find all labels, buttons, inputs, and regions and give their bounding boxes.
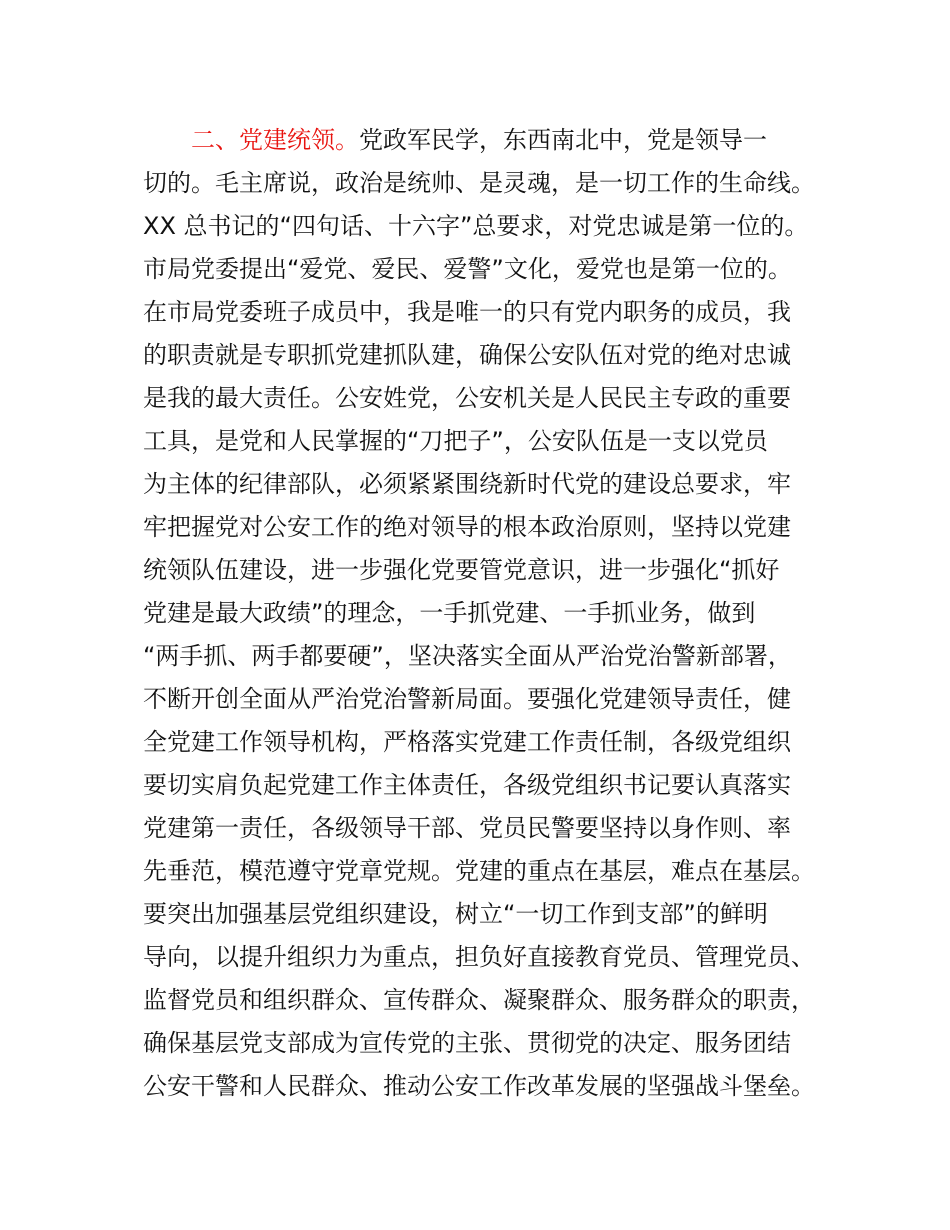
text-line: 是我的最大责任。公安姓党，公安机关是人民民主专政的重要: [143, 384, 791, 412]
text-line: 党政军民学，东西南北中，党是领导一: [359, 126, 767, 154]
text-line: 监督党员和组织群众、宣传群众、凝聚群众、服务群众的职责，: [143, 986, 815, 1014]
text-line: “两手抓、两手都要硬”，坚决落实全面从严治党治警新部署，: [143, 642, 792, 670]
text-line: 为主体的纪律部队，必须紧紧围绕新时代党的建设总要求，牢: [143, 470, 791, 498]
text-line: 统领队伍建设，进一步强化党要管党意识，进一步强化“抓好: [143, 556, 780, 584]
text-line: 市局党委提出“爱党、爱民、爱警”文化，爱党也是第一位的。: [143, 255, 792, 283]
paragraph-first-line: [191, 120, 767, 160]
text-line: 党建是最大政绩”的理念，一手抓党建、一手抓业务，做到: [143, 599, 756, 627]
text-line: 的职责就是专职抓党建抓队建，确保公安队伍对党的绝对忠诚: [143, 341, 791, 369]
text-line: 公安干警和人民群众、推动公安工作改革发展的坚强战斗堡垒。: [143, 1072, 815, 1100]
text-line: 切的。毛主席说，政治是统帅、是灵魂，是一切工作的生命线。: [143, 169, 815, 197]
text-line: 牢把握党对公安工作的绝对领导的根本政治原则，坚持以党建: [143, 513, 791, 541]
section-heading: 二、党建统领。: [191, 126, 359, 154]
text-line: 不断开创全面从严治党治警新局面。要强化党建领导责任，健: [143, 685, 791, 713]
text-line: XX 总书记的“四句话、十六字”总要求，对党忠诚是第一位的。: [143, 212, 809, 240]
text-line: 党建第一责任，各级领导干部、党员民警要坚持以身作则、率: [143, 814, 791, 842]
text-line: 在市局党委班子成员中，我是唯一的只有党内职务的成员，我: [143, 298, 791, 326]
text-line: 导向，以提升组织力为重点，担负好直接教育党员、管理党员、: [143, 943, 815, 971]
text-line: 要突出加强基层党组织建设，树立“一切工作到支部”的鲜明: [143, 900, 768, 928]
text-line: 全党建工作领导机构，严格落实党建工作责任制，各级党组织: [143, 728, 791, 756]
text-line: 先垂范，模范遵守党章党规。党建的重点在基层，难点在基层。: [143, 857, 815, 885]
text-line: 确保基层党支部成为宣传党的主张、贯彻党的决定、服务团结: [143, 1029, 791, 1057]
text-line: 要切实肩负起党建工作主体责任，各级党组织书记要认真落实: [143, 771, 791, 799]
text-line: 工具，是党和人民掌握的“刀把子”，公安队伍是一支以党员: [143, 427, 768, 455]
